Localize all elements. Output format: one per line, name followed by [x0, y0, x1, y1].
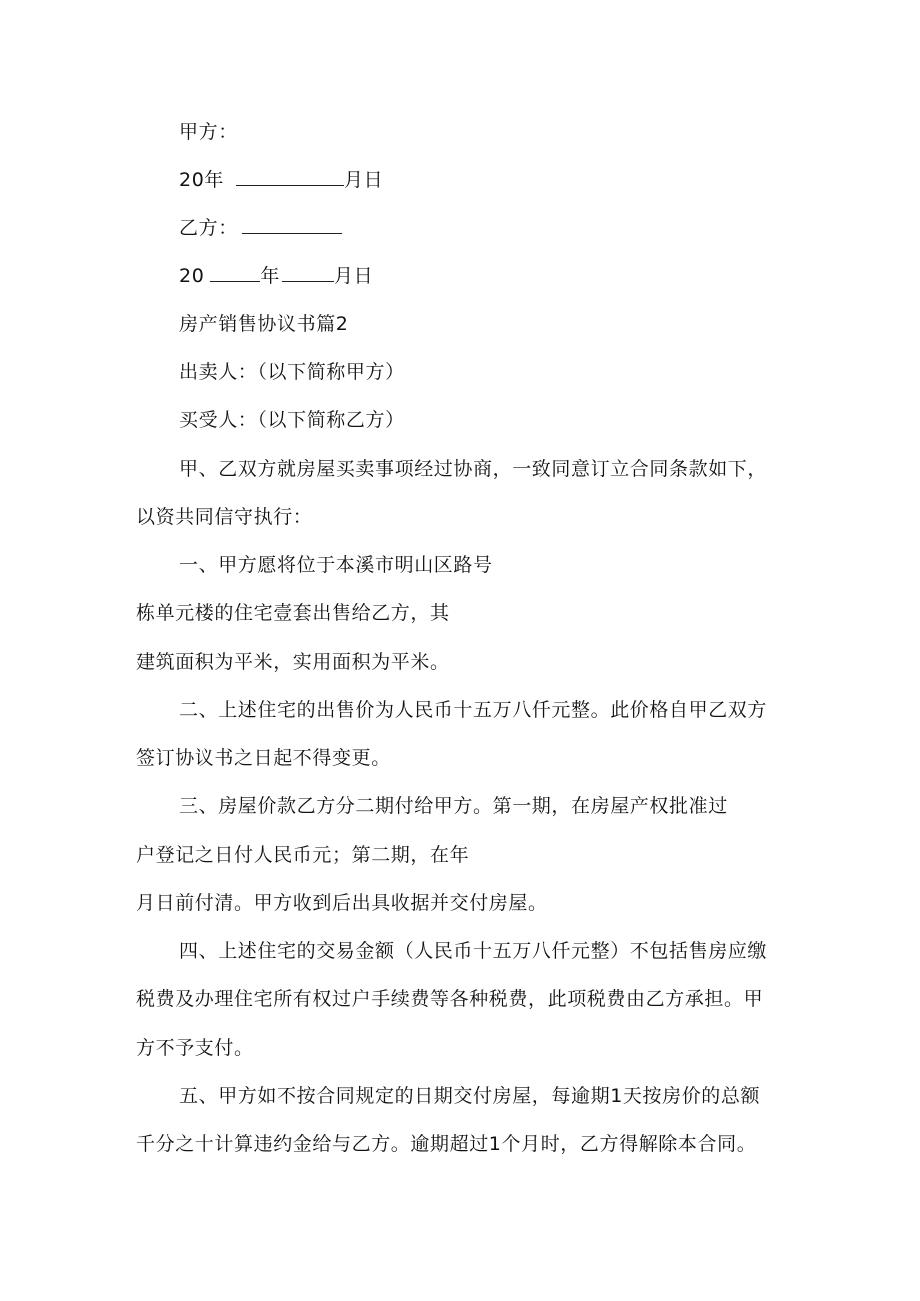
- seller-line: 出卖人：（以下简称甲方）: [179, 361, 405, 383]
- date-year-prefix: 20: [179, 265, 205, 287]
- party-a-label: 甲方：: [179, 121, 238, 143]
- clause-4-line: 四、上述住宅的交易金额（人民币十五万八仟元整）不包括售房应缴: [179, 940, 768, 962]
- party-b-line: [179, 216, 342, 240]
- clause-5-line: 千分之十计算违约金给与乙方。逾期超过1个月时，乙方得解除本合同。: [136, 1133, 757, 1155]
- section-heading: 房产销售协议书篇2: [179, 313, 349, 335]
- month-blank-field: [282, 264, 334, 282]
- clause-1-line: 建筑面积为平米，实用面积为平米。: [136, 651, 450, 673]
- date-blank-field: [236, 168, 344, 186]
- date-year-text: 20年: [179, 169, 224, 191]
- clause-3-line: 三、房屋价款乙方分二期付给甲方。第一期，在房屋产权批准过: [179, 795, 728, 817]
- party-b-blank-field: [242, 216, 342, 234]
- clause-4-line: 方不予支付。: [136, 1037, 254, 1059]
- clause-1-line: 一、甲方愿将位于本溪市明山区路号: [179, 554, 493, 576]
- clause-5-line: 五、甲方如不按合同规定的日期交付房屋，每逾期1天按房价的总额: [179, 1085, 761, 1107]
- signature-date-line-1: [179, 168, 383, 192]
- clause-3-line: 月日前付清。甲方收到后出具收据并交付房屋。: [136, 892, 548, 914]
- year-blank-field: [210, 264, 260, 282]
- intro-paragraph-line: 甲、乙双方就房屋买卖事项经过协商，一致同意订立合同条款如下，: [179, 458, 768, 480]
- date-year-word: 年: [260, 265, 280, 287]
- intro-paragraph-line: 以资共同信守执行：: [136, 506, 313, 528]
- date-month-day-text: 月日: [334, 265, 374, 287]
- clause-4-line: 税费及办理住宅所有权过户手续费等各种税费，此项税费由乙方承担。甲: [136, 988, 764, 1010]
- clause-2-line: 二、上述住宅的出售价为人民币十五万八仟元整。此价格自甲乙双方: [179, 699, 768, 721]
- buyer-line: 买受人：（以下简称乙方）: [179, 409, 405, 431]
- date-month-day-text: 月日: [343, 169, 384, 191]
- clause-2-line: 签订协议书之日起不得变更。: [136, 747, 391, 769]
- party-b-label: 乙方：: [179, 217, 238, 239]
- clause-3-line: 户登记之日付人民币元；第二期，在年: [136, 844, 470, 866]
- clause-1-line: 栋单元楼的住宅壹套出售给乙方，其: [136, 602, 450, 624]
- signature-date-line-2: [179, 264, 373, 288]
